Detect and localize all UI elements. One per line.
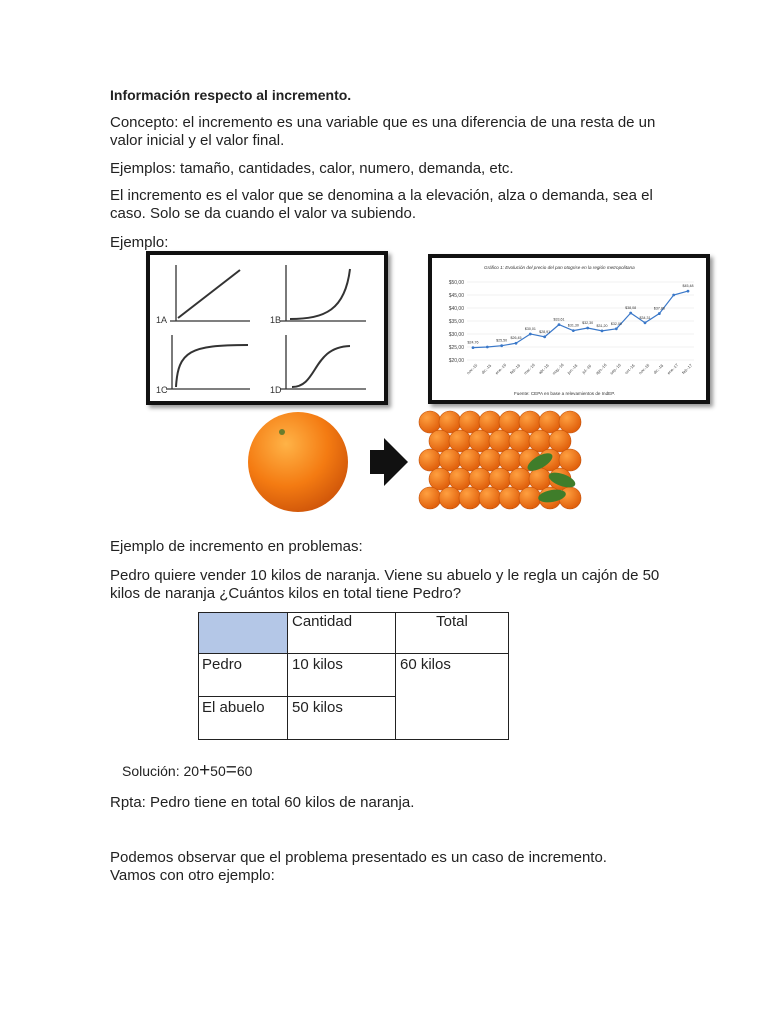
orange-pile-orange [439,449,461,471]
data-point [543,335,546,338]
curve-label: 1D [270,385,282,395]
x-tick-label: nov.-15 [465,362,479,376]
y-tick-label: $35,00 [448,319,464,325]
curve-label: 1A [156,315,168,325]
x-tick-label: jun.-16 [566,362,579,376]
data-point [601,329,604,332]
curve-exponential [290,269,350,319]
data-label: $28,91 [539,329,551,334]
orange-pile-orange [539,411,561,433]
data-label: $26,45 [510,336,522,341]
x-tick-label: dic.-15 [480,362,493,375]
single-orange-icon [248,412,348,512]
table-total-cell: 60 kilos [396,654,509,740]
table-header-cell: Total [396,613,509,654]
data-point [472,346,475,349]
problem-statement: Pedro quiere vender 10 kilos de naranja. Viene su abuelo y le regla un cajón de 50 kilos de naranja ¿Cuántos kilos en total tiene Pedro? [110,567,660,602]
curve-label: 1C [156,385,168,395]
axes-1d [280,335,366,389]
axes-1b [280,265,366,321]
arrow-right-icon [370,438,408,486]
orange-pile-orange [509,468,531,490]
axes-1c [166,335,250,389]
data-point [529,333,532,336]
orange-pile-orange [559,411,581,433]
examples-paragraph: Ejemplos: tamaño, cantidades, calor, numero, demanda, etc. [110,160,514,177]
y-tick-label: $45,00 [448,293,464,299]
orange-pile-orange [429,430,451,452]
x-tick-label: ene.-16 [494,362,508,376]
x-tick-label: dic.-16 [652,362,665,375]
curve-linear [178,270,240,318]
data-label: $32,00 [610,321,622,326]
orange-pile-orange [419,411,441,433]
data-label: $24,76 [467,340,479,345]
data-label: $31,20 [596,323,608,328]
x-tick-label: sep.-16 [608,362,622,376]
curve-logarithmic [176,345,248,387]
x-tick-label: jul.-16 [580,363,593,375]
data-point [515,342,518,345]
orange-pile-orange [499,487,521,509]
solution-line: Solución: 20+50=60 [122,760,253,781]
orange-pile-orange [429,468,451,490]
x-tick-label: oct.-16 [623,362,636,376]
x-tick-label: ene.-17 [666,362,680,376]
orange-pile-orange [449,430,471,452]
data-label: $37,86 [653,306,665,311]
orange-pile-orange [459,411,481,433]
y-tick-label: $25,00 [448,345,464,351]
y-tick-label: $50,00 [448,280,464,286]
data-label: $32,30 [582,321,594,326]
table-header-cell: Cantidad [288,613,396,654]
x-tick-label: mar.-16 [522,362,536,376]
table-cell: 50 kilos [288,697,396,740]
example-label: Ejemplo: [110,234,169,251]
orange-pile-orange [549,430,571,452]
chart-source: Fuente: CEPA en base a relevamientos de IndEP. [514,391,615,396]
problems-intro: Ejemplo de incremento en problemas: [110,538,363,555]
orange-pile-orange [439,411,461,433]
data-point [586,327,589,330]
data-point [629,312,632,315]
y-tick-label: $20,00 [448,358,464,364]
y-tick-label: $30,00 [448,332,464,338]
orange-pile-orange [469,468,491,490]
orange-pile-orange [519,411,541,433]
data-point [615,327,618,330]
data-label: $33,61 [553,317,565,322]
data-point [486,346,489,349]
x-tick-label: feb.-17 [680,362,694,376]
orange-pile-orange [499,449,521,471]
concept-paragraph: Concepto: el incremento es una variable que es una diferencia de una resta de un valor inicial y el valor final. [110,114,656,149]
growth-curves-svg [150,255,384,401]
problem-table [198,612,509,740]
orange-pile-orange [479,449,501,471]
orange-pile-orange [479,411,501,433]
orange-pile-orange [499,411,521,433]
orange-pile-orange [509,430,531,452]
definition-paragraph: El incremento es el valor que se denomina a la elevación, alza o demanda, sea el caso. Solo se da cuando el valor va subiendo. [110,187,653,222]
conclusion-paragraph: Podemos observar que el problema presentado es un caso de incremento. Vamos con otro ejemplo: [110,849,607,884]
orange-pile-orange [529,468,551,490]
answer-paragraph: Rpta: Pedro tiene en total 60 kilos de naranja. [110,794,415,811]
section-heading: Información respecto al incremento. [110,87,352,103]
data-label: $38,08 [625,305,637,310]
orange-pile-orange [489,468,511,490]
data-point [658,312,661,315]
curve-label: 1B [270,315,282,325]
y-tick-label: $40,00 [448,306,464,312]
orange-pile-orange [479,487,501,509]
orange-pile-orange [459,487,481,509]
orange-pile-orange [419,487,441,509]
data-point [558,323,561,326]
orange-pile-orange [559,449,581,471]
orange-pile-orange [489,430,511,452]
table-row-label: Pedro [199,654,288,697]
x-tick-label: may.-16 [551,362,565,376]
x-tick-label: nov.-16 [637,362,651,376]
chart-title: Gráfico 1: Evolución del precio del pan otogrise en la región metropolitana [484,265,635,270]
data-point [572,329,575,332]
data-point [687,290,690,293]
table-cell: 10 kilos [288,654,396,697]
orange-pile-orange [419,449,441,471]
price-chart-figure [428,254,710,404]
x-tick-label: abr.-16 [537,362,550,376]
x-tick-label: ago.-16 [594,362,608,376]
x-tick-label: feb.-16 [508,362,522,376]
orange-pile-icon [419,411,581,509]
orange-pile-orange [459,449,481,471]
orange-pile-orange [449,468,471,490]
orange-pile-orange [529,430,551,452]
data-label: $34,31 [639,315,651,320]
table-row-label: El abuelo [199,697,288,740]
data-label: $45,48 [682,284,694,289]
table-corner-cell [199,613,288,654]
price-chart-svg [432,258,706,400]
orange-pile-orange [439,487,461,509]
orange-pile-orange [469,430,491,452]
data-point [644,321,647,324]
growth-curves-figure [146,251,388,405]
data-point [672,294,675,297]
data-label: $31,30 [567,323,579,328]
data-label: $30,01 [524,326,536,331]
orange-pile-orange [519,487,541,509]
data-point [500,344,503,347]
curve-sigmoid [292,346,350,387]
oranges-illustration [240,410,585,514]
data-label: $25,50 [496,338,508,343]
